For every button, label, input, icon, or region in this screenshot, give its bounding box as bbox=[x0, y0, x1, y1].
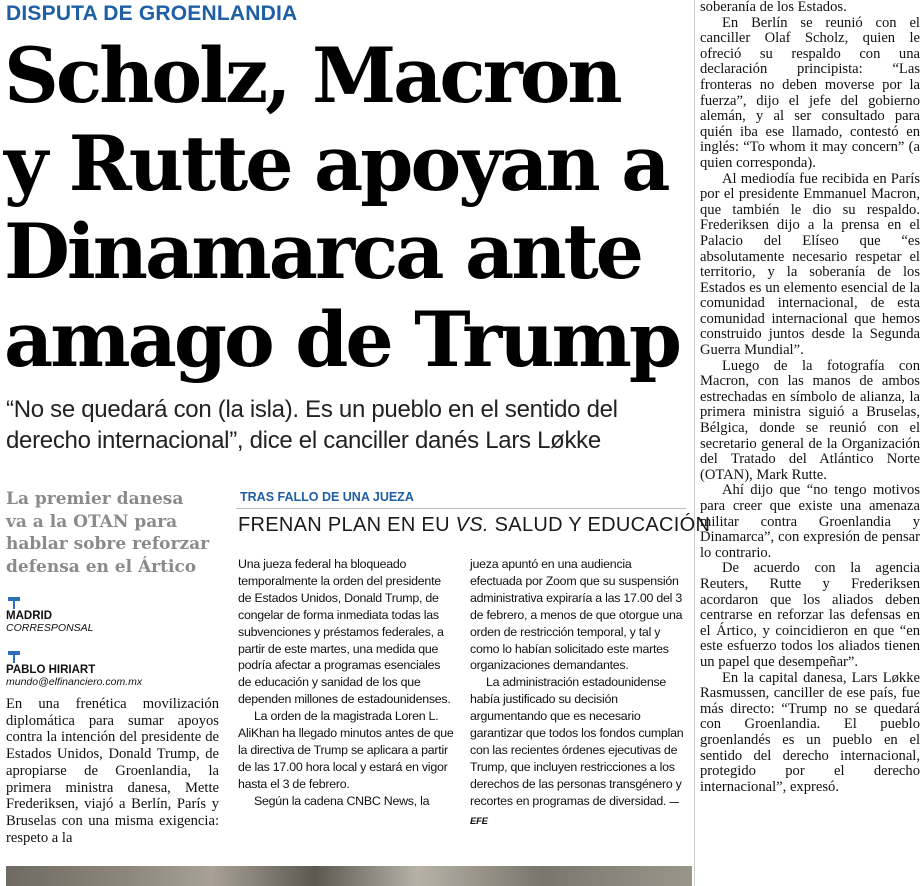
left-column-body bbox=[6, 696, 219, 846]
versus-italic: VS. bbox=[455, 514, 489, 536]
sidebar-column-1 bbox=[238, 556, 454, 810]
right-column-body bbox=[700, 0, 920, 795]
paragraph: Luego de la fotografía con Macron, con las manos de ambos estrechadas en símbolo de alianza, la primera ministra siguió a Bruselas, Bélgica, donde se reunió con el secretario general de la Organización del Tratado del Atlántico Norte (OTAN), Mark Rutte. bbox=[700, 357, 920, 483]
summary bbox=[6, 488, 221, 578]
byline-name: PABLO HIRIART bbox=[6, 664, 96, 676]
paragraph: Según la cadena CNBC News, la bbox=[254, 793, 430, 808]
byline-role: CORRESPONSAL bbox=[6, 622, 94, 634]
sidebar-column-2 bbox=[470, 556, 684, 831]
byline-location bbox=[6, 610, 94, 634]
paragraph: En Berlín se reunió con el canciller Olaf Scholz, quien le ofreció su respaldo con una declaración principista: “Las fronteras no deben moverse por la fuerza”, dijo el jefe del gobierno alemán, y al ser consultado para quién iba ese llamado, contestó en inglés: “To whom it may concern” (a quien corresponda). bbox=[700, 14, 920, 171]
photo-strip bbox=[6, 866, 692, 886]
sidebar-tag: TRAS FALLO DE UNA JUEZA bbox=[240, 490, 414, 504]
headline-line: y Rutte apoyan a bbox=[4, 119, 668, 208]
paragraph: Ahí dijo que “no tengo motivos para creer que existe una amenaza militar contra Groenlandia y Dinamarca”, con expresión de pensar lo contrario. bbox=[700, 482, 920, 561]
paragraph: Una jueza federal ha bloqueado temporalmente la orden del presidente de Estados Unidos, Donald Trump, de congelar de forma inmediata todas las subvenciones y préstamos federales, a partir de este martes, una medida que podría afectar a programas esenciales de educación y sanidad de los que dependen millones de estadounidenses. bbox=[238, 557, 451, 707]
summary-line: va a la OTAN para bbox=[6, 511, 178, 532]
column-divider bbox=[694, 0, 695, 886]
summary-line: defensa en el Ártico bbox=[6, 556, 197, 577]
paragraph: jueza apuntó en una audiencia efectuada por Zoom que su suspensión administrativa expiraría a las 17.00 del 3 de febrero, a menos de que otorgue una orden de restricción temporal, y tal y como lo habían solicitado este martes organizaciones demandantes. bbox=[470, 557, 683, 673]
paragraph: De acuerdo con la agencia Reuters, Rutte y Frederiksen acordaron que los aliados deben centrarse en reforzar las defensas en el Ártico, y coincidieron en que “en este esfuerzo todos los aliados tienen un papel que desempeñar”. bbox=[700, 560, 920, 670]
paragraph: La administración estadounidense había justificado su decisión argumentando que es necesario garantizar que todos los fondos cumplan con las recientes órdenes ejecutivas de Trump, que incluyen restricciones a los derechos de las personas transgénero y recortes en programas de diversidad. —EFE bbox=[470, 675, 684, 827]
deck bbox=[6, 394, 686, 456]
headline-line: amago de Trump bbox=[4, 295, 680, 384]
paragraph: soberanía de los Estados. bbox=[700, 0, 847, 15]
headline-line: Dinamarca ante bbox=[4, 207, 641, 296]
paragraph: En la capital danesa, Lars Løkke Rasmussen, canciller de ese país, fue más directo: “Trump no se quedará con Groenlandia. El pueblo groenlandés es un pueblo en el sentido del derecho internacional, protegido por el derecho internacional”, expresó. bbox=[700, 669, 920, 795]
sidebar-headline: FRENAN PLAN EN EU VS. SALUD Y EDUCACIÓN bbox=[238, 514, 711, 536]
deck-line: “No se quedará con (la isla). Es un pueblo en el sentido del bbox=[6, 396, 618, 423]
deck-line: derecho internacional”, dice el canciller danés Lars Løkke bbox=[6, 427, 601, 454]
byline-name: MADRID bbox=[6, 610, 52, 622]
headline bbox=[4, 32, 704, 384]
byline-email: mundo@elfinanciero.com.mx bbox=[6, 676, 143, 688]
paragraph: La orden de la magistrada Loren L. AliKhan ha llegado minutos antes de que la directiva de Trump se aplicara a partir de las 17.00 hora local y estará en vigor hasta el 3 de febrero. bbox=[238, 709, 454, 791]
summary-line: La premier danesa bbox=[6, 489, 184, 509]
sidebar-rule bbox=[236, 508, 686, 509]
byline-author bbox=[6, 664, 142, 688]
signoff: —EFE bbox=[470, 796, 679, 827]
section-tag: DISPUTA DE GROENLANDIA bbox=[6, 2, 298, 25]
paragraph: Al mediodía fue recibida en París por el presidente Emmanuel Macron, que también le dio su respaldo. Frederiksen dijo a la prensa en el Palacio del Elíseo que “es absolutamente necesario respetar el territorio, y la soberanía de los Estados es un elemento esencial de la comunidad internacional, de esta comunidad internacional que hemos construido juntos desde la Segunda Guerra Mundial”. bbox=[700, 170, 920, 359]
paragraph: En una frenética movilización diplomática para sumar apoyos contra la intención del presidente de Estados Unidos, Donald Trump, de apropiarse de Groenlandia, la primera ministra danesa, Mette Frederiksen, viajó a Berlín, París y Bruselas con una misma exigencia: respeto a la bbox=[6, 696, 219, 846]
headline-line: Scholz, Macron bbox=[4, 31, 620, 120]
summary-line: hablar sobre reforzar bbox=[6, 534, 210, 554]
